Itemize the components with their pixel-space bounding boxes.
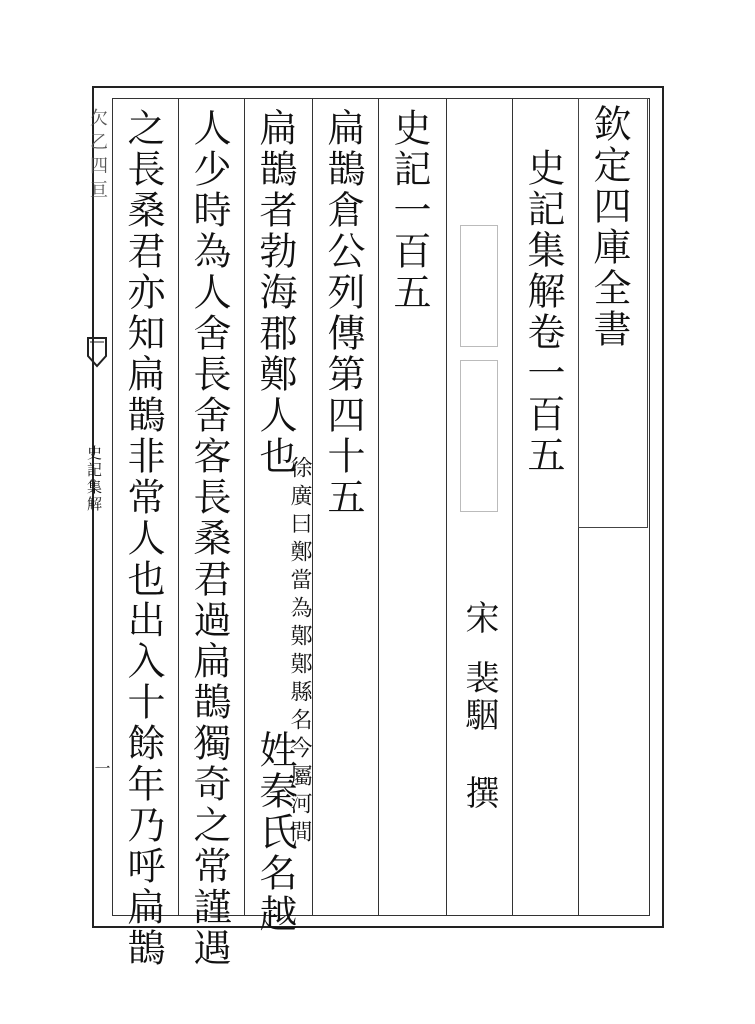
column-rule — [312, 98, 313, 916]
fish-tail-ornament-icon — [86, 336, 108, 380]
commentary-text: 徐廣曰鄭當為鄚鄚縣名今屬河間 — [287, 456, 312, 848]
body-text: 人少時為人舍長舍客長桑君過扁鵲獨奇之常謹遇 — [187, 108, 231, 969]
gutter-page-number: 一 — [92, 760, 111, 776]
gutter-title: 史記集解 — [85, 445, 103, 513]
column-rule — [446, 98, 447, 916]
library-title: 欽定四庫全書 — [587, 104, 631, 350]
column-rule — [512, 98, 513, 916]
margin-top-glyphs: 欠乙四亘 — [87, 108, 108, 204]
body-text-tail: 姓秦氏名越 — [253, 730, 297, 935]
column-rule — [378, 98, 379, 916]
author-role: 撰 — [459, 775, 499, 812]
chapter-title: 扁鵲倉公列傳第四十五 — [321, 108, 365, 518]
author-name: 裴駰 — [459, 660, 499, 734]
author-dynasty: 宋 — [459, 600, 499, 637]
body-text: 之長桑君亦知扁鵲非常人也出入十餘年乃呼扁鵲 — [121, 108, 165, 969]
volume-label: 史記一百五 — [387, 108, 431, 313]
body-text-main: 扁鵲者勃海郡鄭人也 — [253, 108, 297, 477]
faded-mark — [460, 225, 498, 347]
faded-mark — [460, 360, 498, 512]
column-rule — [244, 98, 245, 916]
book-title: 史記集解卷一百五 — [521, 148, 565, 476]
column-rule — [178, 98, 179, 916]
